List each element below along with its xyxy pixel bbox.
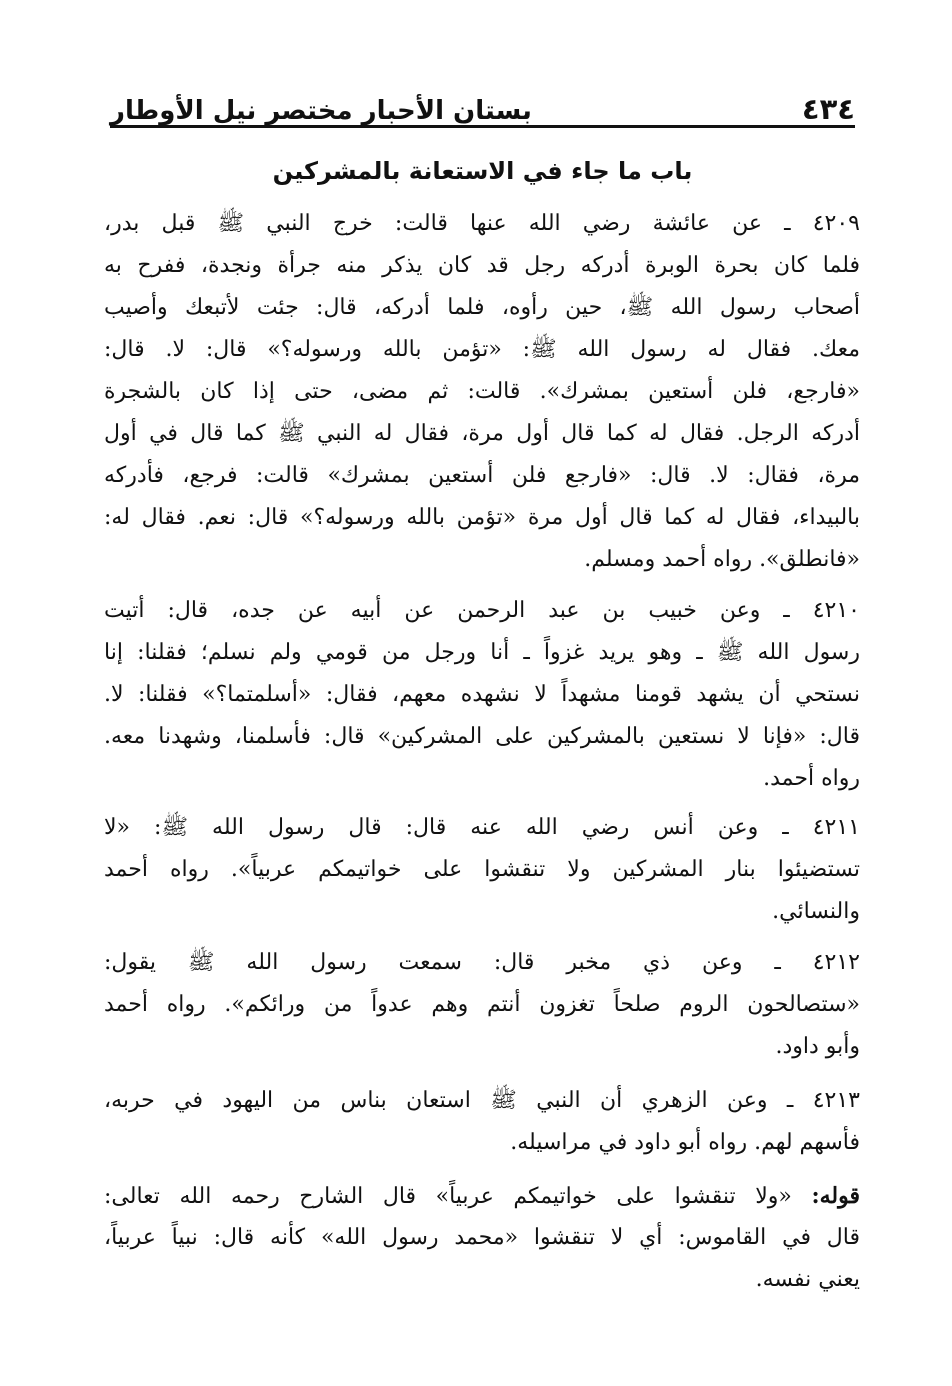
chapter-title: باب ما جاء في الاستعانة بالمشركين xyxy=(272,157,693,185)
text-line: ٤٢٠٩ ـ عن عائشة رضي الله عنها قالت: خرج النبي ﷺ قبل بدر، xyxy=(104,211,860,236)
page-number: ٤٣٤ xyxy=(801,92,855,126)
text-line: «فانطلق». رواه أحمد ومسلم. xyxy=(584,547,860,572)
text-line: ٤٢١٣ ـ وعن الزهري أن النبي ﷺ استعان بناس من اليهود في حربه، xyxy=(104,1088,860,1113)
hadith-4211 xyxy=(104,807,860,933)
text-line: قال في القاموس: أي لا تنقشوا «محمد رسول الله» كأنه قال: نبياً عربياً، xyxy=(104,1225,860,1250)
text-line: «ستصالحون الروم صلحاً تغزون أنتم وهم عدواً من ورائكم». رواه أحمد xyxy=(104,992,860,1017)
text-line: ٤٢١٢ ـ وعن ذي مخبر قال: سمعت رسول الله ﷺ يقول: xyxy=(104,950,860,975)
text-line: معك. فقال له رسول الله ﷺ: «تؤمن بالله ورسوله؟» قال: لا. قال: xyxy=(104,337,860,362)
commentary-lead: قوله: xyxy=(811,1183,860,1209)
text-line: ٤٢١٠ ـ وعن خبيب بن عبد الرحمن عن أبيه عن جده، قال: أتيت xyxy=(104,598,860,623)
header-rule xyxy=(110,125,855,128)
text-line: رسول الله ﷺ ـ وهو يريد غزواً ـ أنا ورجل من قومي ولم نسلم؛ فقلنا: إنا xyxy=(104,640,860,665)
hadith-4213 xyxy=(104,1080,860,1164)
hadith-4212 xyxy=(104,942,860,1068)
commentary-first-line xyxy=(104,1175,860,1217)
text-line: وأبو داود. xyxy=(775,1034,860,1059)
text-line: فأسهم لهم. رواه أبو داود في مراسيله. xyxy=(510,1130,860,1155)
hadith-4210 xyxy=(104,590,860,800)
commentary xyxy=(104,1175,860,1301)
text-line: قال: «فإنا لا نستعين بالمشركين على المشركين» قال: فأسلمنا، وشهدنا معه. xyxy=(104,724,860,749)
text-line: ٤٢١١ ـ وعن أنس رضي الله عنه قال: قال رسول الله ﷺ: «لا xyxy=(104,815,860,840)
running-title: بستان الأحبار مختصر نيل الأوطار xyxy=(110,96,532,126)
text-line: فلما كان بحرة الوبرة أدركه رجل قد كان يذكر منه جرأة ونجدة، ففرح به xyxy=(104,253,860,278)
hadith-4209 xyxy=(104,203,860,581)
text-line: والنسائي. xyxy=(772,899,860,924)
text-line: نستحي أن يشهد قومنا مشهداً لا نشهده معهم، فقال: «أسلمتما؟» فقلنا: لا. xyxy=(104,682,860,707)
text-line: يعني نفسه. xyxy=(755,1267,860,1292)
text-line: مرة، فقال: لا. قال: «فارجع فلن أستعين بمشرك» قالت: فرجع، فأدركه xyxy=(104,463,860,488)
page-header xyxy=(110,78,855,124)
text-line: رواه أحمد. xyxy=(763,766,860,791)
text-line: أدركه الرجل. فقال له كما قال أول مرة، فقال له النبي ﷺ كما قال في أول xyxy=(104,421,860,446)
commentary-quote: «ولا تنقشوا على خواتيمكم عربياً» قال الشارح رحمه الله تعالى: xyxy=(104,1184,792,1209)
text-line: تستضيئوا بنار المشركين ولا تنقشوا على خواتيمكم عربياً». رواه أحمد xyxy=(104,857,860,882)
text-line: بالبيداء، فقال له كما قال أول مرة «تؤمن بالله ورسوله؟» قال: نعم. فقال له: xyxy=(104,505,860,530)
text-line: «فارجع، فلن أستعين بمشرك». قالت: ثم مضى، حتى إذا كان بالشجرة xyxy=(104,379,860,404)
text-line: أصحاب رسول الله ﷺ، حين رأوه، فلما أدركه، قال: جئت لأتبعك وأصيب xyxy=(104,295,860,320)
